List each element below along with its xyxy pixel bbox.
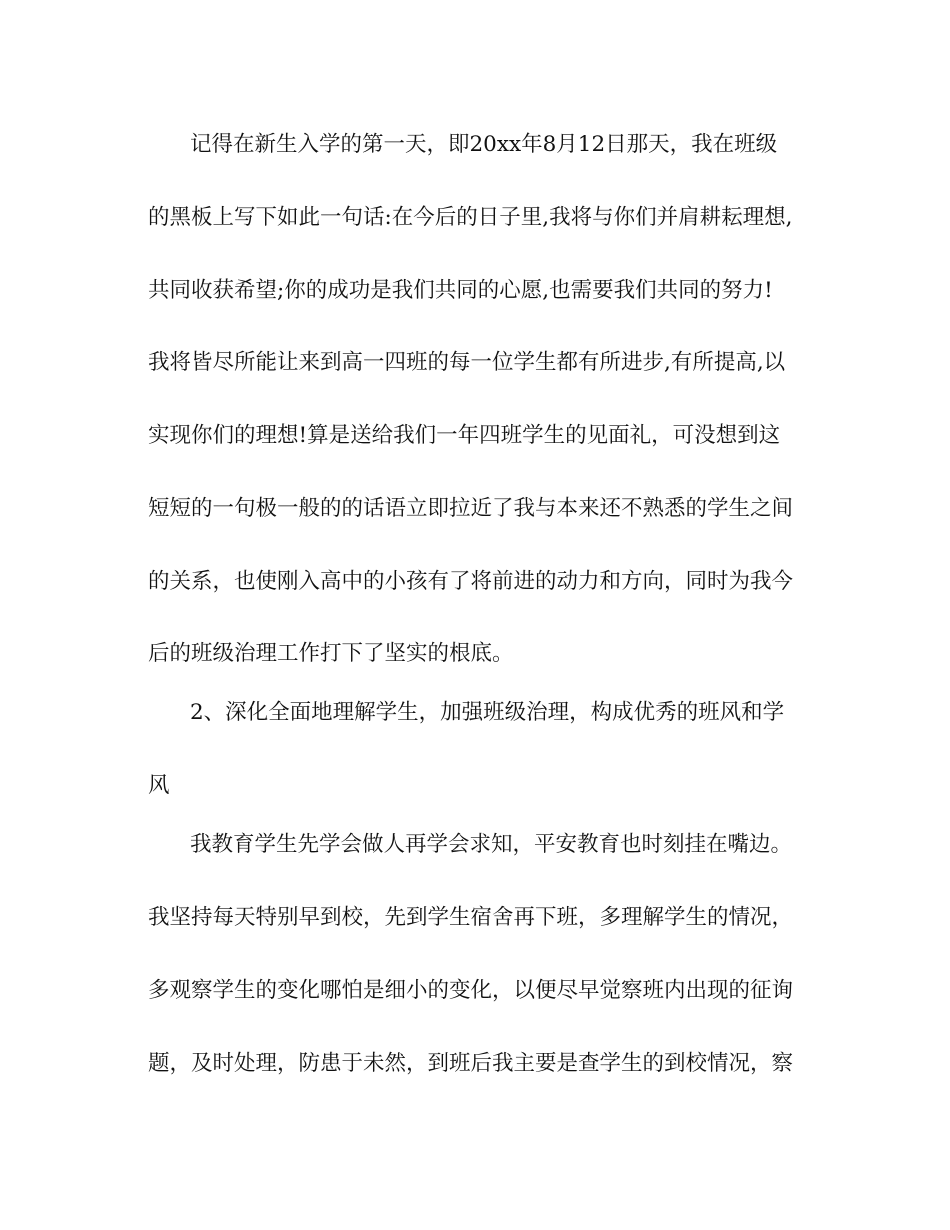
paragraph-line-6: 短短的一句极一般的的话语立即拉近了我与本来还不熟悉的学生之间 [148,496,794,521]
paragraph-line-12: 题，及时处理，防患于未然，到班后我主要是查学生的到校情况，察 [148,1051,794,1076]
paragraph-line-3: 共同收获希望;你的成功是我们共同的心愿,也需要我们共同的努力! [148,278,773,303]
paragraph-line-5: 实现你们的理想!算是送给我们一年四班学生的见面礼，可没想到这 [148,423,781,448]
paragraph-line-10: 我坚持每天特别早到校，先到学生宿舍再下班，多理解学生的情况， [148,905,794,930]
paragraph-line-9: 我教育学生先学会做人再学会求知，平安教育也时刻挂在嘴边。 [190,832,793,857]
section-heading-line-1: 2、深化全面地理解学生，加强班级治理，构成优秀的班风和学 [190,700,785,725]
paragraph-line-8: 后的班级治理工作打下了坚实的根底。 [148,641,514,666]
paragraph-line-1: 记得在新生入学的第一天，即20xx年8月12日那天，我在班级 [190,132,778,157]
paragraph-line-7: 的关系，也使刚入高中的小孩有了将前进的动力和方向，同时为我今 [148,569,794,594]
paragraph-line-11: 多观察学生的变化哪怕是细小的变化，以便尽早觉察班内出现的征询 [148,978,794,1003]
paragraph-line-4: 我将皆尽所能让来到高一四班的每一位学生都有所进步,有所提高,以 [148,350,786,375]
paragraph-line-2: 的黑板上写下如此一句话:在今后的日子里,我将与你们并肩耕耘理想, [148,205,793,230]
section-heading-line-2: 风 [148,773,170,798]
